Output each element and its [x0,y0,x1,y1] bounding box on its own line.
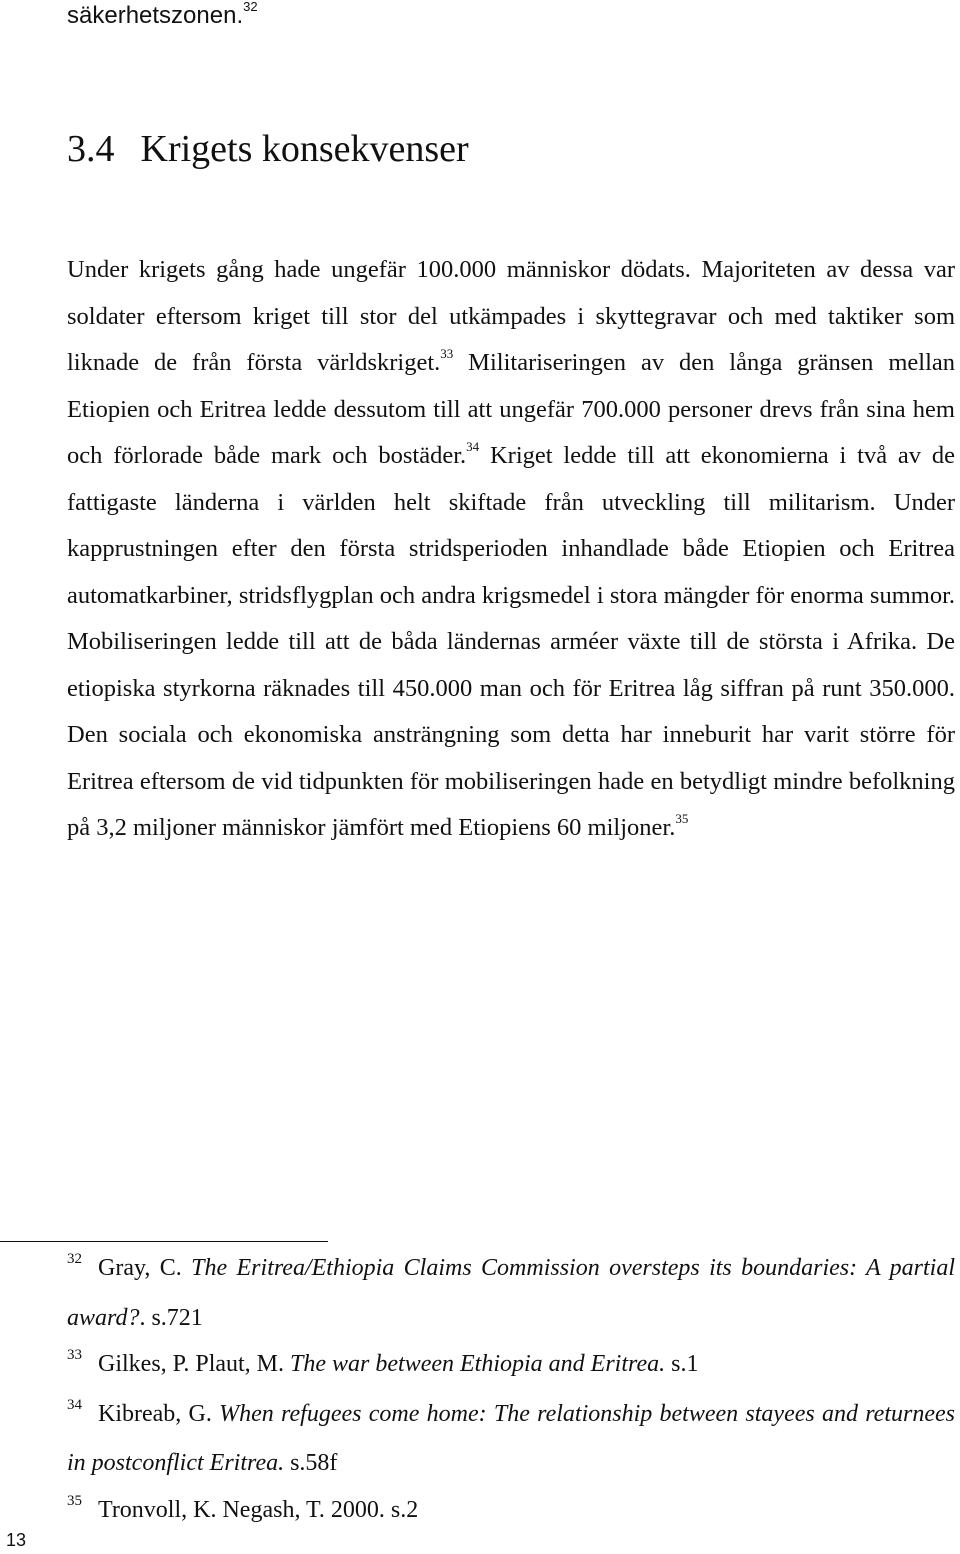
section-number: 3.4 [67,128,115,170]
footnote-item [67,1245,955,1341]
page-number: 13 [6,1530,27,1550]
footnote-ref[interactable]: 35 [675,811,689,826]
footnote-tail: s.1 [665,1351,699,1377]
body-paragraph [67,247,955,852]
footnote-mark: 34 [67,1396,82,1413]
paragraph-sentence: Kriget ledde till att ekonomierna i två av de fattigaste länderna i världen helt skiftade från utveckling till militarism. Under kapprustningen efter den första stridsperioden inhandlade både Etiopien och Eritrea automatkarbiner, stridsflygplan och andra krigsmedel i stora mängder för enorma summor. Mobiliseringen ledde till att de båda ländernas arméer växte till de största i Afrika. De etiopiska styrkorna räknades till 450.000 man och för Eritrea låg siffran på runt 350.000. Den sociala och ekonomiska ansträngning som detta har inneburit har varit större för Eritrea eftersom de vid tidpunkten för mobiliseringen hade en betydligt mindre befolkning på 3,2 miljoner människor jämfört med Etiopiens 60 miljoner. [67,442,956,841]
carryover-text: säkerhetszonen. [67,2,244,29]
footnote-title: The Eritrea/Ethiopia Claims Commission oversteps its boundaries: A partial award? [67,1255,955,1331]
paragraph-sentence: Under krigets gång hade ungefär 100.000 människor dödats. Majoriteten av dessa var soldater eftersom kriget till stor del utkämpades i skyttegravar och med taktiker som liknade de från första världskriget. [67,256,955,376]
footnote-author: Gilkes, P. Plaut, M. [98,1351,291,1377]
footnote-mark: 33 [67,1347,82,1363]
carryover-line [67,0,258,32]
section-title: Krigets konsekvenser [140,128,469,170]
paragraph-sentence: Militariseringen av den långa gränsen mellan Etiopien och Eritrea ledde dessutom till att ungefär 700.000 personer drevs från sina hem och förlorade både mark och bostäder. [67,349,956,469]
footnote-author: Gray, C. [98,1255,192,1281]
footnote-item [67,1487,955,1537]
footnote-ref[interactable]: 34 [466,439,480,454]
footnote-tail: s.58f [284,1450,338,1476]
footnote-ref[interactable]: 32 [243,0,258,14]
footnote-separator [0,1241,328,1242]
footnote-ref[interactable]: 33 [440,346,454,361]
footnote-author: Tronvoll, K. Negash, T. 2000. s.2 [98,1496,419,1523]
footnote-title: When refugees come home: The relationship between stayees and returnees in postconflict Eritrea. [67,1400,955,1476]
footnote-title: The war between Ethiopia and Eritrea. [290,1351,666,1377]
footnote-tail: . s.721 [139,1304,203,1331]
footnote-author: Kibreab, G. [98,1400,220,1427]
footnote-mark: 32 [67,1251,82,1267]
section-heading [67,124,469,174]
footnote-mark: 35 [67,1492,82,1509]
footnote-item [67,1391,955,1487]
footnote-list [67,1245,955,1536]
footnote-item [67,1341,955,1391]
